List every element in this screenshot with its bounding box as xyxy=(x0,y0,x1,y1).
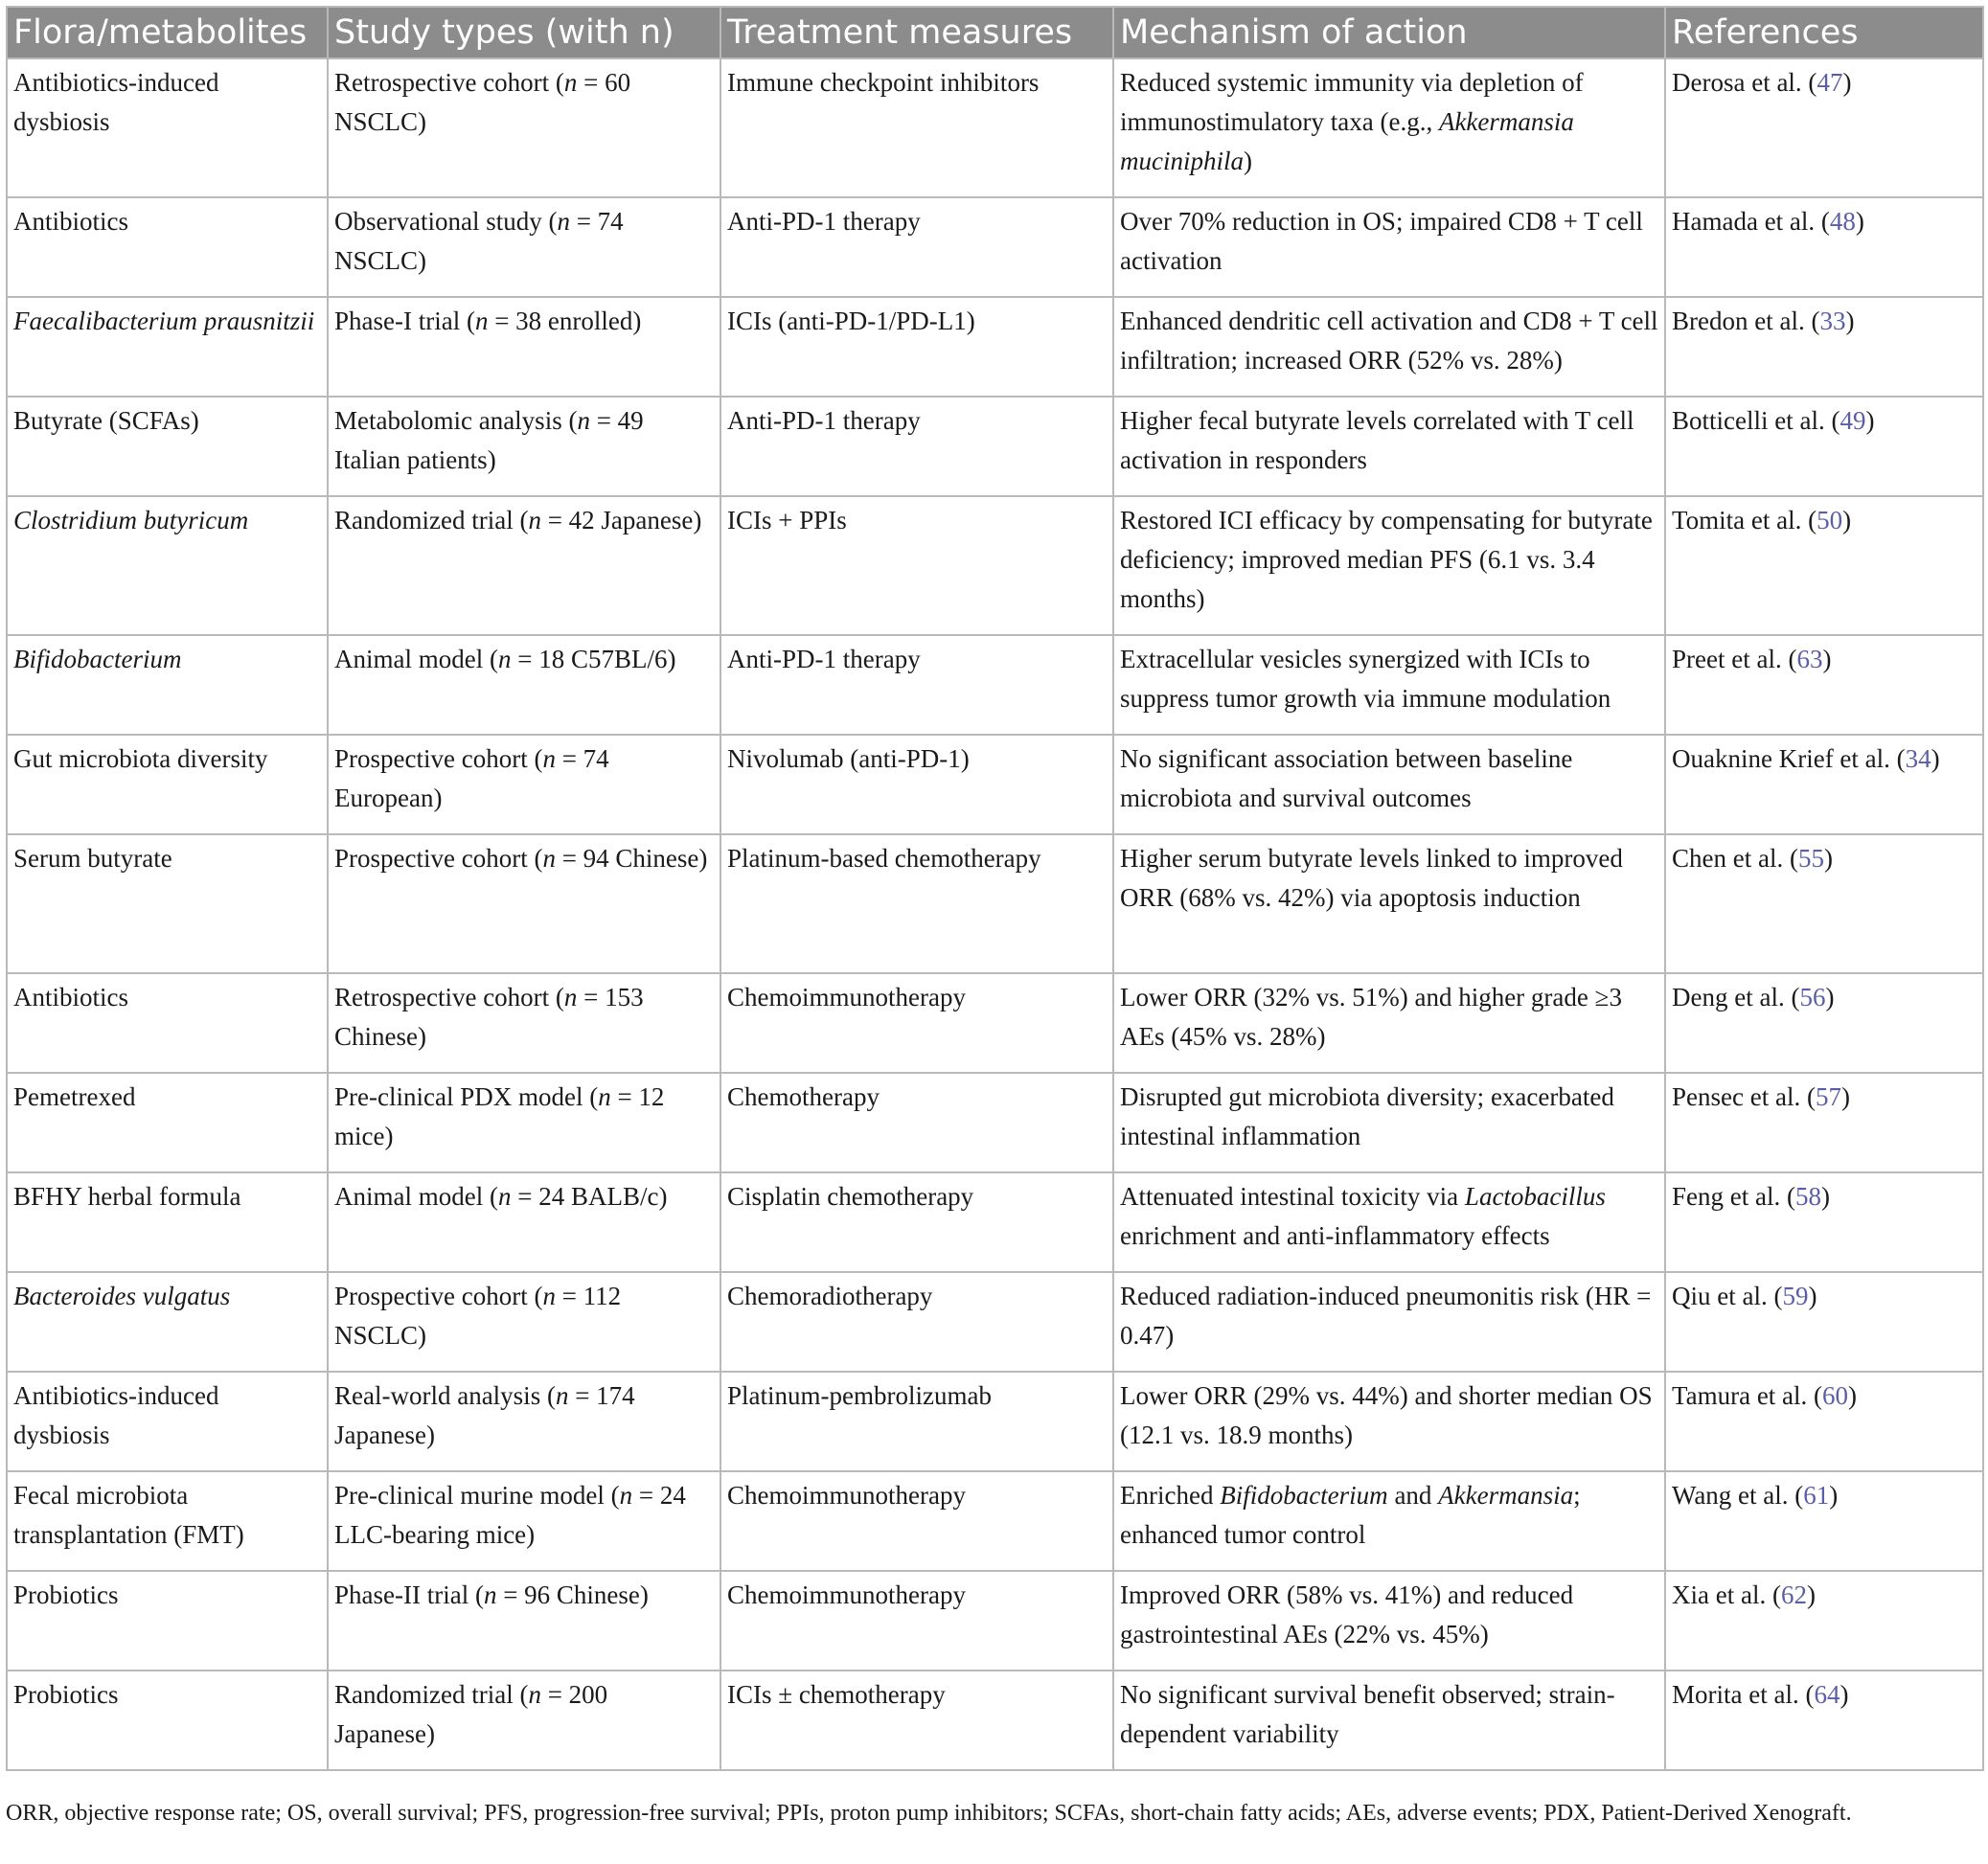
study-text: = 49 Italian patients) xyxy=(334,406,644,474)
flora-name: Antibiotics-induced dysbiosis xyxy=(13,1381,219,1449)
reference-close: ) xyxy=(1931,744,1940,773)
cell-mechanism xyxy=(1113,397,1665,496)
header-row xyxy=(7,7,1983,58)
header-treatment: Treatment measures xyxy=(720,7,1113,58)
reference-link[interactable]: 50 xyxy=(1817,506,1843,534)
reference-close: ) xyxy=(1855,207,1864,236)
reference-author: Deng et al. ( xyxy=(1672,983,1800,1012)
treatment-text: ICIs (anti-PD-1/PD-L1) xyxy=(727,307,975,335)
treatment-text: Anti-PD-1 therapy xyxy=(727,645,921,673)
study-text: n xyxy=(528,506,541,534)
cell-flora xyxy=(7,58,328,197)
reference-link[interactable]: 57 xyxy=(1815,1082,1841,1111)
flora-name: Serum butyrate xyxy=(13,844,172,873)
reference-link[interactable]: 59 xyxy=(1782,1282,1809,1310)
treatment-text: Chemoimmunotherapy xyxy=(727,1481,966,1510)
cell-reference xyxy=(1665,1471,1983,1571)
flora-name: Gut microbiota diversity xyxy=(13,744,268,773)
study-text: = 42 Japanese) xyxy=(540,506,702,534)
cell-treatment xyxy=(720,397,1113,496)
treatment-text: Chemoradiotherapy xyxy=(727,1282,933,1310)
reference-close: ) xyxy=(1825,983,1835,1012)
study-text: n xyxy=(542,844,556,873)
table-row xyxy=(7,1272,1983,1372)
reference-author: Preet et al. ( xyxy=(1672,645,1797,673)
cell-study-type xyxy=(328,1671,720,1770)
study-text: = 12 mice) xyxy=(334,1082,665,1150)
cell-study-type xyxy=(328,397,720,496)
cell-reference xyxy=(1665,735,1983,834)
cell-study-type xyxy=(328,197,720,297)
treatment-text: Chemoimmunotherapy xyxy=(727,983,966,1012)
study-text: n xyxy=(497,1182,512,1211)
study-text: = 174 Japanese) xyxy=(334,1381,635,1449)
cell-study-type xyxy=(328,1272,720,1372)
study-text: n xyxy=(563,983,578,1012)
study-text: n xyxy=(577,406,590,435)
table-row xyxy=(7,1172,1983,1272)
treatment-text: Nivolumab (anti-PD-1) xyxy=(727,744,970,773)
table-row xyxy=(7,834,1983,973)
cell-flora xyxy=(7,297,328,397)
cell-flora xyxy=(7,1471,328,1571)
cell-reference xyxy=(1665,297,1983,397)
reference-author: Bredon et al. ( xyxy=(1672,307,1820,335)
cell-reference xyxy=(1665,973,1983,1073)
reference-link[interactable]: 61 xyxy=(1803,1481,1830,1510)
study-text: Randomized trial ( xyxy=(334,506,529,534)
cell-treatment xyxy=(720,1372,1113,1471)
mechanism-text: No significant survival benefit observed; strain-dependent variability xyxy=(1120,1680,1615,1748)
reference-author: Chen et al. ( xyxy=(1672,844,1798,873)
reference-close: ) xyxy=(1823,844,1833,873)
table-row xyxy=(7,58,1983,197)
cell-study-type xyxy=(328,973,720,1073)
cell-treatment xyxy=(720,1571,1113,1671)
flora-name: Antibiotics xyxy=(13,983,128,1012)
cell-treatment xyxy=(720,496,1113,635)
cell-flora xyxy=(7,1172,328,1272)
mechanism-text: No significant association between baseline microbiota and survival outcomes xyxy=(1120,744,1573,812)
reference-close: ) xyxy=(1820,1182,1830,1211)
reference-author: Tamura et al. ( xyxy=(1672,1381,1823,1410)
treatment-text: Chemoimmunotherapy xyxy=(727,1580,966,1609)
study-text: n xyxy=(557,207,570,236)
cell-mechanism xyxy=(1113,1671,1665,1770)
cell-treatment xyxy=(720,973,1113,1073)
data-table xyxy=(6,6,1984,1771)
study-text: n xyxy=(598,1082,611,1111)
study-text: Prospective cohort ( xyxy=(334,744,543,773)
reference-link[interactable]: 33 xyxy=(1819,307,1846,335)
treatment-text: Chemotherapy xyxy=(727,1082,880,1111)
table-row xyxy=(7,1372,1983,1471)
mechanism-text: Higher fecal butyrate levels correlated with T cell activation in responders xyxy=(1120,406,1634,474)
cell-mechanism xyxy=(1113,973,1665,1073)
study-text: = 153 Chinese) xyxy=(334,983,644,1051)
treatment-text: ICIs ± chemotherapy xyxy=(727,1680,946,1709)
study-text: Real-world analysis ( xyxy=(334,1381,556,1410)
treatment-text: Anti-PD-1 therapy xyxy=(727,207,921,236)
cell-reference xyxy=(1665,496,1983,635)
study-text: Observational study ( xyxy=(334,207,558,236)
reference-link[interactable]: 55 xyxy=(1797,844,1824,873)
study-text: = 74 European) xyxy=(334,744,609,812)
flora-name: BFHY herbal formula xyxy=(13,1182,241,1211)
reference-link[interactable]: 48 xyxy=(1829,207,1856,236)
cell-treatment xyxy=(720,635,1113,735)
flora-name: Butyrate (SCFAs) xyxy=(13,406,199,435)
cell-reference xyxy=(1665,1073,1983,1172)
reference-author: Derosa et al. ( xyxy=(1672,68,1817,97)
cell-study-type xyxy=(328,1073,720,1172)
cell-mechanism xyxy=(1113,1073,1665,1172)
mechanism-text: Disrupted gut microbiota diversity; exacerbated intestinal inflammation xyxy=(1120,1082,1614,1150)
study-text: Prospective cohort ( xyxy=(334,844,543,873)
study-text: = 94 Chinese) xyxy=(555,844,708,873)
table-row xyxy=(7,297,1983,397)
study-text: n xyxy=(528,1680,541,1709)
cell-mechanism xyxy=(1113,496,1665,635)
study-text: = 200 Japanese) xyxy=(334,1680,608,1748)
table-body xyxy=(7,58,1983,1770)
mechanism-text: Higher serum butyrate levels linked to improved ORR (68% vs. 42%) via apoptosis induction xyxy=(1120,844,1623,912)
study-text: = 60 NSCLC) xyxy=(334,68,631,136)
cell-flora xyxy=(7,1372,328,1471)
reference-link[interactable]: 56 xyxy=(1799,983,1826,1012)
mechanism-text: Enriched xyxy=(1120,1481,1221,1510)
cell-mechanism xyxy=(1113,635,1665,735)
reference-author: Feng et al. ( xyxy=(1672,1182,1795,1211)
study-text: Randomized trial ( xyxy=(334,1680,529,1709)
reference-close: ) xyxy=(1829,1481,1839,1510)
header-study-types: Study types (with n) xyxy=(328,7,720,58)
cell-reference xyxy=(1665,397,1983,496)
cell-mechanism xyxy=(1113,1471,1665,1571)
cell-mechanism xyxy=(1113,1272,1665,1372)
mechanism-text: enrichment and anti-inflammatory effects xyxy=(1120,1221,1550,1250)
study-text: Phase-II trial ( xyxy=(334,1580,484,1609)
cell-reference xyxy=(1665,197,1983,297)
table-row xyxy=(7,397,1983,496)
table-row xyxy=(7,735,1983,834)
cell-treatment xyxy=(720,1671,1113,1770)
cell-mechanism xyxy=(1113,1571,1665,1671)
study-text: Animal model ( xyxy=(334,645,498,673)
treatment-text: Platinum-pembrolizumab xyxy=(727,1381,992,1410)
flora-name: Pemetrexed xyxy=(13,1082,136,1111)
cell-reference xyxy=(1665,1172,1983,1272)
flora-name: Faecalibacterium prausnitzii xyxy=(13,307,315,335)
reference-author: Morita et al. ( xyxy=(1672,1680,1815,1709)
reference-close: ) xyxy=(1842,506,1852,534)
header-flora: Flora/metabolites xyxy=(7,7,328,58)
cell-study-type xyxy=(328,58,720,197)
mechanism-text: Bifidobacterium xyxy=(1220,1481,1388,1510)
reference-link[interactable]: 58 xyxy=(1794,1182,1821,1211)
reference-close: ) xyxy=(1845,307,1855,335)
study-text: = 24 LLC-bearing mice) xyxy=(334,1481,686,1549)
reference-link[interactable]: 63 xyxy=(1796,645,1823,673)
study-text: = 74 NSCLC) xyxy=(334,207,624,275)
study-text: = 24 BALB/c) xyxy=(511,1182,668,1211)
cell-treatment xyxy=(720,297,1113,397)
mechanism-text: Lower ORR (32% vs. 51%) and higher grade ≥3 AEs (45% vs. 28%) xyxy=(1120,983,1622,1051)
table-row xyxy=(7,635,1983,735)
flora-name: Bacteroides vulgatus xyxy=(13,1282,231,1310)
study-text: n xyxy=(563,68,578,97)
cell-treatment xyxy=(720,1272,1113,1372)
treatment-text: Immune checkpoint inhibitors xyxy=(727,68,1040,97)
cell-flora xyxy=(7,197,328,297)
reference-author: Qiu et al. ( xyxy=(1672,1282,1783,1310)
flora-name: Fecal microbiota transplantation (FMT) xyxy=(13,1481,244,1549)
reference-close: ) xyxy=(1865,406,1875,435)
cell-treatment xyxy=(720,1172,1113,1272)
reference-link[interactable]: 60 xyxy=(1822,1381,1849,1410)
reference-link[interactable]: 62 xyxy=(1780,1580,1807,1609)
cell-flora xyxy=(7,397,328,496)
study-text: n xyxy=(542,744,556,773)
study-text: Pre-clinical murine model ( xyxy=(334,1481,620,1510)
reference-close: ) xyxy=(1848,1381,1858,1410)
header-references: References xyxy=(1665,7,1983,58)
cell-study-type xyxy=(328,496,720,635)
reference-author: Xia et al. ( xyxy=(1672,1580,1781,1609)
cell-reference xyxy=(1665,635,1983,735)
cell-flora xyxy=(7,1671,328,1770)
cell-mechanism xyxy=(1113,1372,1665,1471)
cell-reference xyxy=(1665,834,1983,973)
treatment-text: Platinum-based chemotherapy xyxy=(727,844,1041,873)
mechanism-text: ; enhanced tumor control xyxy=(1120,1481,1581,1549)
mechanism-text: Reduced radiation-induced pneumonitis risk (HR = 0.47) xyxy=(1120,1282,1652,1350)
cell-study-type xyxy=(328,635,720,735)
reference-close: ) xyxy=(1822,645,1832,673)
study-text: Prospective cohort ( xyxy=(334,1282,543,1310)
treatment-text: Cisplatin chemotherapy xyxy=(727,1182,974,1211)
flora-name: Antibiotics-induced dysbiosis xyxy=(13,68,219,136)
cell-flora xyxy=(7,1272,328,1372)
cell-treatment xyxy=(720,1471,1113,1571)
reference-link[interactable]: 64 xyxy=(1814,1680,1840,1709)
mechanism-text: ) xyxy=(1244,147,1252,175)
study-text: n xyxy=(483,1580,497,1609)
study-text: Phase-I trial ( xyxy=(334,307,475,335)
cell-mechanism xyxy=(1113,735,1665,834)
reference-close: ) xyxy=(1806,1580,1816,1609)
study-text: Retrospective cohort ( xyxy=(334,983,564,1012)
cell-flora xyxy=(7,834,328,973)
mechanism-text: Attenuated intestinal toxicity via xyxy=(1120,1182,1465,1211)
cell-flora xyxy=(7,1571,328,1671)
table-row xyxy=(7,973,1983,1073)
cell-mechanism xyxy=(1113,1172,1665,1272)
study-text: Pre-clinical PDX model ( xyxy=(334,1082,599,1111)
cell-flora xyxy=(7,973,328,1073)
flora-name: Bifidobacterium xyxy=(13,645,182,673)
reference-link[interactable]: 47 xyxy=(1817,68,1843,97)
table-footnote: ORR, objective response rate; OS, overall survival; PFS, progression-free survival; PPIs, proton pump inhibitors; SCFAs, short-chain fatty acids; AEs, adverse events; PDX, Patient-Derived Xenograft. xyxy=(6,1801,1852,1826)
reference-author: Botticelli et al. ( xyxy=(1672,406,1840,435)
reference-author: Ouaknine Krief et al. ( xyxy=(1672,744,1906,773)
table-row xyxy=(7,197,1983,297)
reference-close: ) xyxy=(1839,1680,1849,1709)
mechanism-text: Enhanced dendritic cell activation and CD8 + T cell infiltration; increased ORR (52% vs. 28%) xyxy=(1120,307,1658,375)
reference-author: Hamada et al. ( xyxy=(1672,207,1830,236)
reference-author: Wang et al. ( xyxy=(1672,1481,1804,1510)
cell-flora xyxy=(7,735,328,834)
cell-study-type xyxy=(328,834,720,973)
reference-author: Tomita et al. ( xyxy=(1672,506,1817,534)
table-row xyxy=(7,1471,1983,1571)
flora-name: Probiotics xyxy=(13,1680,119,1709)
table-row xyxy=(7,496,1983,635)
study-text: n xyxy=(542,1282,556,1310)
cell-treatment xyxy=(720,735,1113,834)
cell-study-type xyxy=(328,735,720,834)
study-text: Metabolomic analysis ( xyxy=(334,406,578,435)
cell-treatment xyxy=(720,1073,1113,1172)
treatment-text: Anti-PD-1 therapy xyxy=(727,406,921,435)
table-row xyxy=(7,1073,1983,1172)
study-text: Animal model ( xyxy=(334,1182,498,1211)
study-text: = 38 enrolled) xyxy=(488,307,642,335)
cell-study-type xyxy=(328,297,720,397)
reference-close: ) xyxy=(1808,1282,1817,1310)
cell-mechanism xyxy=(1113,197,1665,297)
study-text: n xyxy=(619,1481,633,1510)
study-text: n xyxy=(555,1381,569,1410)
mechanism-text: Lactobacillus xyxy=(1464,1182,1606,1211)
cell-treatment xyxy=(720,58,1113,197)
cell-study-type xyxy=(328,1372,720,1471)
cell-mechanism xyxy=(1113,58,1665,197)
flora-name: Clostridium butyricum xyxy=(13,506,249,534)
mechanism-text: Restored ICI efficacy by compensating for butyrate deficiency; improved median PFS (6.1 vs. 3.4 months) xyxy=(1120,506,1653,613)
header-mechanism: Mechanism of action xyxy=(1113,7,1665,58)
cell-study-type xyxy=(328,1172,720,1272)
cell-reference xyxy=(1665,58,1983,197)
table-row xyxy=(7,1571,1983,1671)
reference-link[interactable]: 49 xyxy=(1839,406,1866,435)
study-text: n xyxy=(474,307,489,335)
reference-close: ) xyxy=(1840,1082,1850,1111)
mechanism-text: Extracellular vesicles synergized with ICIs to suppress tumor growth via immune modulation xyxy=(1120,645,1611,713)
study-text: = 18 C57BL/6) xyxy=(511,645,676,673)
cell-study-type xyxy=(328,1471,720,1571)
reference-author: Pensec et al. ( xyxy=(1672,1082,1816,1111)
mechanism-text: Over 70% reduction in OS; impaired CD8 + T cell activation xyxy=(1120,207,1643,275)
mechanism-text: Lower ORR (29% vs. 44%) and shorter median OS (12.1 vs. 18.9 months) xyxy=(1120,1381,1653,1449)
flora-name: Antibiotics xyxy=(13,207,128,236)
mechanism-text: Improved ORR (58% vs. 41%) and reduced gastrointestinal AEs (22% vs. 45%) xyxy=(1120,1580,1574,1648)
mechanism-text: Akkermansia muciniphila xyxy=(1120,107,1574,175)
table-row xyxy=(7,1671,1983,1770)
cell-flora xyxy=(7,1073,328,1172)
reference-close: ) xyxy=(1842,68,1852,97)
study-text: = 96 Chinese) xyxy=(496,1580,649,1609)
cell-study-type xyxy=(328,1571,720,1671)
cell-reference xyxy=(1665,1571,1983,1671)
cell-flora xyxy=(7,635,328,735)
study-text: = 112 NSCLC) xyxy=(334,1282,622,1350)
cell-reference xyxy=(1665,1372,1983,1471)
cell-treatment xyxy=(720,197,1113,297)
reference-link[interactable]: 34 xyxy=(1905,744,1931,773)
cell-flora xyxy=(7,496,328,635)
cell-treatment xyxy=(720,834,1113,973)
mechanism-text: Reduced systemic immunity via depletion of immunostimulatory taxa (e.g., xyxy=(1120,68,1584,136)
cell-mechanism xyxy=(1113,834,1665,973)
study-text: n xyxy=(497,645,512,673)
flora-name: Probiotics xyxy=(13,1580,119,1609)
cell-reference xyxy=(1665,1272,1983,1372)
treatment-text: ICIs + PPIs xyxy=(727,506,847,534)
study-text: Retrospective cohort ( xyxy=(334,68,564,97)
cell-mechanism xyxy=(1113,297,1665,397)
mechanism-text: and xyxy=(1387,1481,1439,1510)
cell-reference xyxy=(1665,1671,1983,1770)
mechanism-text: Akkermansia xyxy=(1438,1481,1574,1510)
